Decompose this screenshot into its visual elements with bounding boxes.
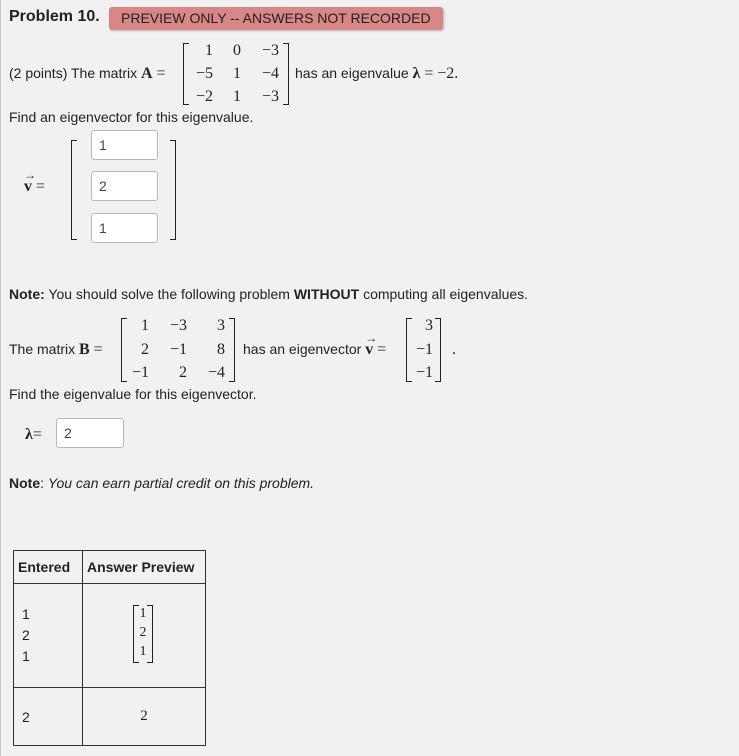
preview-cell: 2 xyxy=(83,688,206,746)
vector-period: . xyxy=(452,341,456,358)
preview-value: 1 xyxy=(139,606,147,621)
note-without xyxy=(9,286,528,302)
vector-v-symbol: → v xyxy=(24,168,36,195)
problem-label: Problem 10. xyxy=(9,8,100,25)
vector-v-label: → v = xyxy=(24,168,45,195)
eigenvector-statement: has an eigenvector → v = xyxy=(243,331,387,358)
matrix-b-cell: 2 xyxy=(141,341,149,358)
eigenvalue-text: has an eigenvalue xyxy=(295,65,409,81)
preview-badge: PREVIEW ONLY -- ANSWERS NOT RECORDED xyxy=(109,7,443,30)
part2-intro: The matrix B = xyxy=(9,341,103,358)
matrix-b-cell: −4 xyxy=(207,364,225,381)
matrix-b-cell: 3 xyxy=(217,317,225,334)
matrix-a-cell: −2 xyxy=(195,88,213,105)
part1-intro-text: (2 points) The matrix xyxy=(9,65,138,81)
vector-b-cell: −1 xyxy=(415,341,433,358)
matrix-b-cell: 1 xyxy=(141,317,149,334)
lambda-symbol: λ xyxy=(412,65,421,82)
matrix-a-cell: −3 xyxy=(261,88,279,105)
eigenvector-text: has an eigenvector xyxy=(243,341,362,357)
matrix-b-cell: 2 xyxy=(179,364,187,381)
entered-value: 1 xyxy=(22,606,30,622)
lambda-symbol-2: λ xyxy=(25,426,33,443)
entered-cell xyxy=(14,584,83,688)
note-partial-credit: Note: You can earn partial credit on this problem. xyxy=(9,475,315,491)
eigenvector-input-3[interactable]: 1 xyxy=(91,213,158,243)
table-header-row xyxy=(14,551,206,584)
matrix-b-cell: −1 xyxy=(169,341,187,358)
table-row xyxy=(14,688,206,746)
matrix-a-cell: −5 xyxy=(195,65,213,82)
matrix-a-cell: −3 xyxy=(261,42,279,59)
matrix-a-symbol: A xyxy=(141,65,153,82)
vector-v-symbol-2: → v xyxy=(365,331,378,358)
matrix-b-cell: 8 xyxy=(217,341,225,358)
matrix-a-cell: 1 xyxy=(205,42,213,59)
note-text-before: You should solve the following problem xyxy=(48,286,290,302)
matrix-a-cell: 0 xyxy=(233,42,241,59)
eigenvector-input-2[interactable]: 2 xyxy=(91,171,158,201)
vector-v-bracket-right xyxy=(170,140,176,240)
matrix-b-cell: −1 xyxy=(131,364,149,381)
table-row xyxy=(14,584,206,688)
part2-intro-text: The matrix xyxy=(9,341,76,357)
entered-cell: 2 xyxy=(14,688,83,746)
preview-value: 1 xyxy=(139,644,147,659)
eigenvector-input-1[interactable]: 1 xyxy=(91,130,158,160)
note-label: Note: xyxy=(9,286,45,302)
part1-intro: (2 points) The matrix A = xyxy=(9,65,166,82)
vector-b-cell: 3 xyxy=(425,317,433,334)
answer-preview-table xyxy=(13,550,206,746)
matrix-a-cell: 1 xyxy=(233,65,241,82)
header-entered: Entered xyxy=(14,551,83,584)
header-answer-preview: Answer Preview xyxy=(83,551,206,584)
eigenvalue-input[interactable]: 2 xyxy=(56,418,124,448)
matrix-b-cell: −3 xyxy=(169,317,187,334)
matrix-a-cell: −4 xyxy=(261,65,279,82)
vector-b-cell: −1 xyxy=(415,364,433,381)
part1-instruction: Find an eigenvector for this eigenvalue. xyxy=(9,109,254,125)
note2-text: You can earn partial credit on this problem. xyxy=(47,475,315,491)
lambda-label: λ= xyxy=(25,426,42,443)
note2-label: Note xyxy=(9,475,41,491)
eigenvalue-value: −2. xyxy=(437,65,459,82)
part2-instruction: Find the eigenvalue for this eigenvector. xyxy=(9,386,257,402)
matrix-a-cell: 1 xyxy=(233,88,241,105)
preview-vector xyxy=(133,603,155,665)
entered-value: 1 xyxy=(22,648,30,664)
note-text-after: computing all eigenvalues. xyxy=(363,286,529,302)
preview-value: 2 xyxy=(139,625,147,640)
eigenvalue-statement: has an eigenvalue λ = −2. xyxy=(295,65,459,82)
note-emphasis: WITHOUT xyxy=(293,286,360,302)
preview-cell xyxy=(83,584,206,688)
matrix-b-symbol: B xyxy=(79,341,90,358)
entered-value: 2 xyxy=(22,627,30,643)
vector-v-bracket-left xyxy=(71,140,77,240)
